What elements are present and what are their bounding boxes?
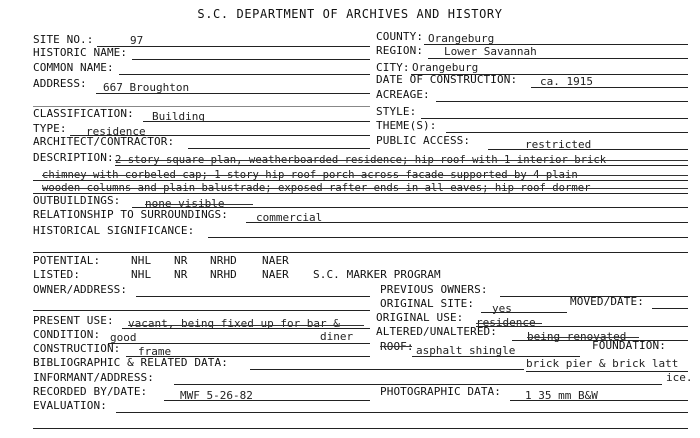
marker-program: S.C. MARKER PROGRAM <box>313 268 441 281</box>
foundation-line <box>526 371 688 372</box>
construction-value: frame <box>138 345 172 358</box>
original-site-value: yes <box>492 302 512 315</box>
region-value: Lower Savannah <box>444 45 537 58</box>
condition-label: CONDITION: <box>33 328 101 341</box>
style-line <box>421 118 688 119</box>
altered-strike <box>527 337 639 338</box>
region-line <box>428 58 688 59</box>
classification-line <box>143 121 370 122</box>
previous-owners-label: PREVIOUS OWNERS: <box>380 283 488 296</box>
bibliographic-line <box>250 369 524 370</box>
recorded-line <box>164 400 370 401</box>
condition-line <box>108 343 370 344</box>
classification-value: Building <box>152 110 205 123</box>
owner-label: OWNER/ADDRESS: <box>33 283 128 296</box>
potential-naer: NAER <box>262 254 289 267</box>
moved-date-label: MOVED/DATE: <box>570 295 644 308</box>
county-value: Orangeburg <box>428 32 495 45</box>
outbuildings-value: none visible <box>145 197 225 210</box>
city-value: Orangeburg <box>412 61 479 74</box>
type-label: TYPE: <box>33 122 67 135</box>
significance-label: HISTORICAL SIGNIFICANCE: <box>33 224 195 237</box>
recorded-label: RECORDED BY/DATE: <box>33 385 148 398</box>
listed-nr: NR <box>174 268 188 281</box>
address-value: 667 Broughton <box>103 81 190 94</box>
present-use-line <box>122 328 370 329</box>
description-line-2: chimney with corbeled cap; 1 story hip roof porch across facade supported by 4 plain <box>42 169 578 181</box>
informant-label: INFORMANT/ADDRESS: <box>33 371 155 384</box>
original-use-strike <box>476 323 542 324</box>
original-site-label: ORIGINAL SITE: <box>380 297 475 310</box>
site-no-label: SITE NO.: <box>33 33 94 46</box>
present-use-value: vacant, being fixed up for bar & <box>128 317 340 330</box>
description-strike-3 <box>42 188 688 189</box>
outbuildings-strike <box>145 204 253 205</box>
architect-line <box>188 148 370 149</box>
original-site-line <box>481 312 567 313</box>
theme-label: THEME(S): <box>376 119 437 132</box>
acreage-label: ACREAGE: <box>376 88 430 101</box>
present-use-label: PRESENT USE: <box>33 314 114 327</box>
listed-nrhd: NRHD <box>210 268 237 281</box>
potential-nr: NR <box>174 254 188 267</box>
construction-label: CONSTRUCTION: <box>33 342 121 355</box>
listed-nhl: NHL <box>131 268 152 281</box>
county-label: COUNTY: <box>376 30 424 43</box>
significance-line <box>208 237 688 238</box>
description-line-1: 2 story square plan, weatherboarded residence; hip roof with 1 interior brick <box>115 154 607 166</box>
description-rule-1 <box>115 165 688 166</box>
public-access-line <box>488 149 688 150</box>
condition-value: good <box>110 331 137 344</box>
description-rule-3 <box>33 193 688 194</box>
foundation-value: brick pier & brick latt <box>526 357 679 370</box>
date-line <box>531 87 688 88</box>
altered-label: ALTERED/UNALTERED: <box>376 325 498 338</box>
present-use-value-2: diner <box>320 330 354 343</box>
evaluation-line-2 <box>33 428 688 429</box>
altered-value: being renovated <box>527 330 627 343</box>
description-label: DESCRIPTION: <box>33 151 114 164</box>
potential-nhl: NHL <box>131 254 152 267</box>
owner-line <box>136 296 370 297</box>
foundation-value-2: ice. <box>666 371 693 384</box>
style-label: STYLE: <box>376 105 417 118</box>
description-line-3: wooden columns and plain balustrade; exposed rafter ends in all eaves; hip roof dormer <box>42 182 591 194</box>
relationship-line <box>246 222 688 223</box>
historic-name-label: HISTORIC NAME: <box>33 46 128 59</box>
roof-value: asphalt shingle <box>416 344 516 357</box>
common-name-line <box>119 74 370 75</box>
evaluation-line <box>116 412 688 413</box>
original-use-line <box>476 326 688 327</box>
description-strike-2 <box>42 175 688 176</box>
evaluation-label: EVALUATION: <box>33 399 107 412</box>
description-rule-2 <box>33 180 688 181</box>
potential-nrhd: NRHD <box>210 254 237 267</box>
date-label: DATE OF CONSTRUCTION: <box>376 73 518 86</box>
bibliographic-label: BIBLIOGRAPHIC & RELATED DATA: <box>33 356 228 369</box>
public-access-label: PUBLIC ACCESS: <box>376 134 471 147</box>
classification-label: CLASSIFICATION: <box>33 107 134 120</box>
owner-line-2 <box>33 310 370 311</box>
recorded-value: MWF 5-26-82 <box>180 389 253 402</box>
common-name-label: COMMON NAME: <box>33 61 114 74</box>
section-divider-2 <box>33 252 688 253</box>
original-use-label: ORIGINAL USE: <box>376 311 464 324</box>
historic-name-line <box>132 59 370 60</box>
photographic-label: PHOTOGRAPHIC DATA: <box>380 385 502 398</box>
listed-label: LISTED: <box>33 268 81 281</box>
description-strike-1 <box>115 160 688 161</box>
theme-line <box>446 132 688 133</box>
city-label: CITY: <box>376 61 410 74</box>
relationship-value: commercial <box>256 211 323 224</box>
form-title: S.C. DEPARTMENT OF ARCHIVES AND HISTORY <box>197 7 503 21</box>
photographic-value: 1 35 mm B&W <box>525 389 598 402</box>
roof-label: ROOF: <box>380 340 414 353</box>
original-use-value: residence <box>476 316 536 329</box>
region-label: REGION: <box>376 44 424 57</box>
roof-label-strike <box>380 346 412 347</box>
site-no-value: 97 <box>130 34 144 47</box>
potential-label: POTENTIAL: <box>33 254 101 267</box>
present-use-strike <box>128 325 364 326</box>
address-label: ADDRESS: <box>33 77 87 90</box>
type-value: residence <box>86 125 146 138</box>
public-access-value: restricted <box>525 138 592 151</box>
address-line <box>96 93 370 94</box>
site-no-line <box>97 46 370 47</box>
photographic-line <box>510 400 688 401</box>
foundation-label: FOUNDATION: <box>592 339 666 352</box>
moved-date-line <box>652 308 688 309</box>
listed-naer: NAER <box>262 268 289 281</box>
architect-label: ARCHITECT/CONTRACTOR: <box>33 135 175 148</box>
outbuildings-label: OUTBUILDINGS: <box>33 194 121 207</box>
date-value: ca. 1915 <box>540 75 593 88</box>
relationship-label: RELATIONSHIP TO SURROUNDINGS: <box>33 208 228 221</box>
acreage-line <box>436 101 688 102</box>
